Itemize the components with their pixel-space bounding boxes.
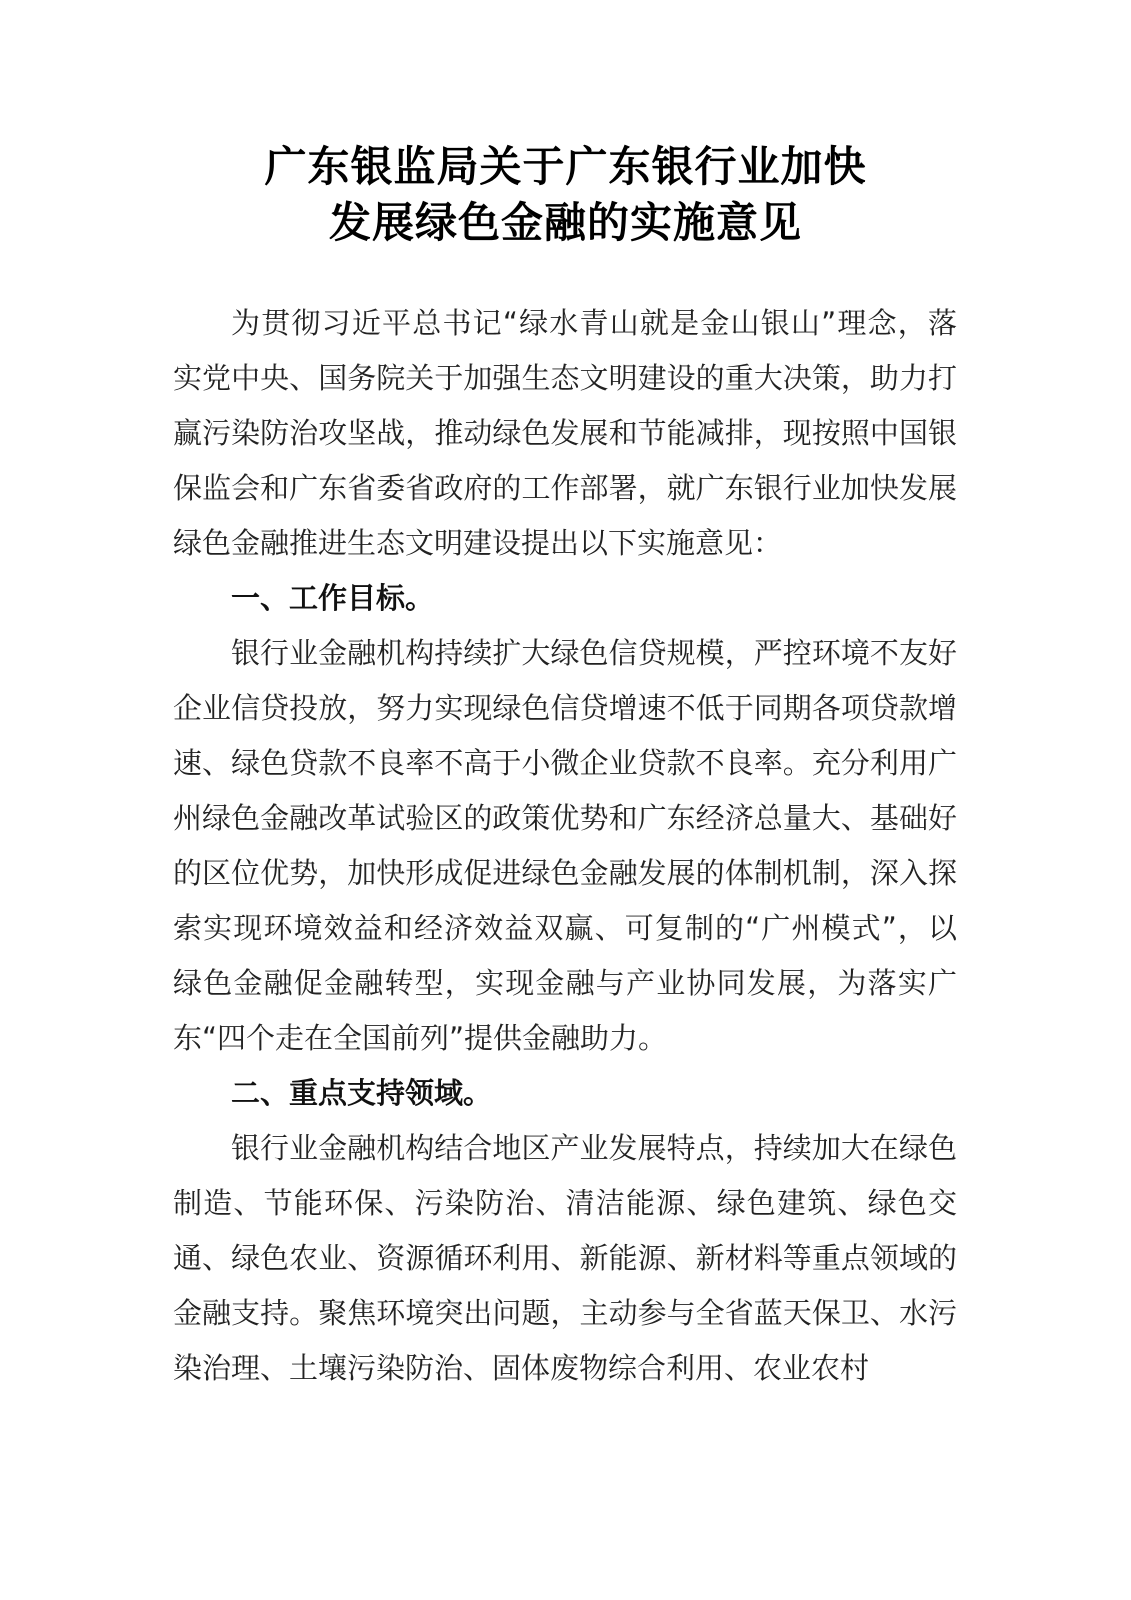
section-1-paragraph: 银行业金融机构持续扩大绿色信贷规模，严控环境不友好企业信贷投放，努力实现绿色信贷增速不低于同期各项贷款增速、绿色贷款不良率不高于小微企业贷款不良率。充分利用广州绿色金融改革试验区的政策优势和广东经济总量大、基础好的区位优势，加快形成促进绿色金融发展的体制机制，深入探索实现环境效益和经济效益双赢、可复制的“广州模式”，以绿色金融促金融转型，实现金融与产业协同发展，为落实广东“四个走在全国前列”提供金融助力。 xyxy=(173,636,957,1055)
document-title-line-1: 广东银监局关于广东银行业加快 xyxy=(264,142,867,191)
section-2-paragraph: 银行业金融机构结合地区产业发展特点，持续加大在绿色制造、节能环保、污染防治、清洁能源、绿色建筑、绿色交通、绿色农业、资源循环利用、新能源、新材料等重点领域的金融支持。聚焦环境突出问题，主动参与全省蓝天保卫、水污染治理、土壤污染防治、固体废物综合利用、农业农村 xyxy=(173,1131,957,1385)
document-body xyxy=(173,296,957,1396)
intro-paragraph: 为贯彻习近平总书记“绿水青山就是金山银山”理念，落实党中央、国务院关于加强生态文明建设的重大决策，助力打赢污染防治攻坚战，推动绿色发展和节能减排，现按照中国银保监会和广东省委省政府的工作部署，就广东银行业加快发展绿色金融推进生态文明建设提出以下实施意见： xyxy=(173,306,957,560)
section-1-heading: 一、工作目标。 xyxy=(231,581,435,615)
section-2-heading: 二、重点支持领域。 xyxy=(231,1076,493,1110)
document-title-line-2: 发展绿色金融的实施意见 xyxy=(328,198,802,247)
